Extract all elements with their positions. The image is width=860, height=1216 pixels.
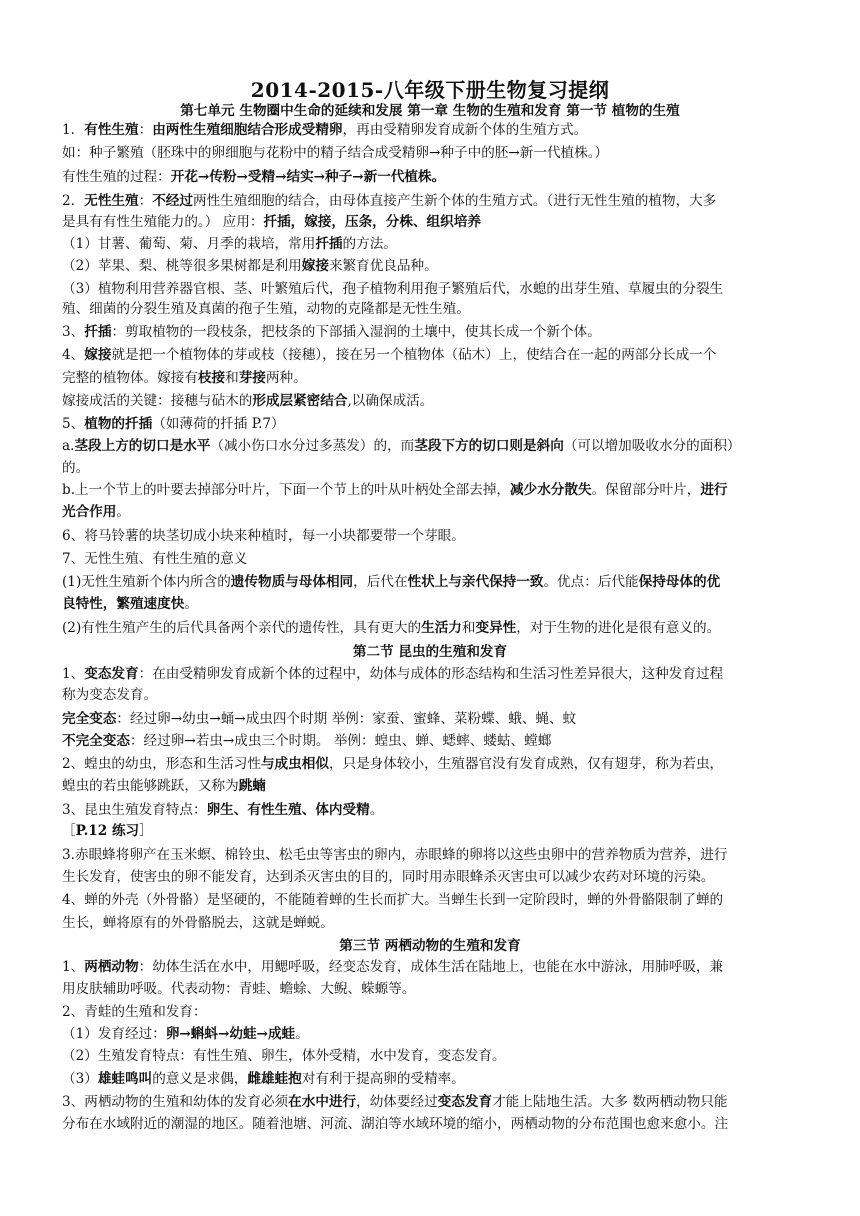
- text-run: 用皮肤辅助呼吸。代表动物：青蛙、蟾蜍、大鲵、蝾螈等。: [62, 981, 416, 997]
- bold-text: 雄蛙鸣叫: [97, 1071, 153, 1087]
- text-run: （3）植物利用营养器官根、茎、叶繁殖后代，孢子植物利用孢子繁殖后代，水螅的出芽生殖、草履虫的分裂生: [62, 281, 724, 297]
- document-title: 2014-2015-八年级下册生物复习提纲: [250, 78, 610, 102]
- text-run: 和: [225, 370, 239, 386]
- text-run: 有性生殖的过程：: [62, 169, 171, 185]
- bold-text: 变态发育: [84, 666, 139, 682]
- text-line: [62, 235, 802, 253]
- text-line: [62, 595, 802, 613]
- text-run: 2．: [62, 193, 85, 209]
- text-run: 殖、细菌的分裂生殖及真菌的孢子生殖，动物的克隆都是无性生殖。: [62, 301, 470, 317]
- text-line: [62, 346, 802, 364]
- text-run: 。: [369, 802, 384, 818]
- text-run: ，后代在: [353, 574, 408, 590]
- text-run: 如：种子繁殖（胚珠中的卵细胞与花粉中的精子结合成受精卵→种子中的胚→新一代植株。）: [62, 145, 609, 161]
- text-run: ,以确保成活。: [347, 393, 434, 409]
- text-run: 是具有有性生殖能力的。） 应用：: [62, 214, 264, 230]
- text-run: ，再由受精卵发育成新个体的生殖方式。: [342, 122, 588, 138]
- text-run: ：经过卵→幼虫→蛹→成虫四个时期 举例：家蚕、蜜蜂、菜粉蝶、蛾、蝇、蚊: [116, 711, 577, 727]
- text-run: 。: [116, 504, 130, 520]
- text-line: [62, 144, 802, 162]
- text-line: [62, 958, 802, 976]
- bold-text: 无性生殖: [84, 193, 139, 209]
- text-run: ：经过卵→若虫→成虫三个时期。 举例：蝗虫、蝉、蟋蟀、蝼蛄、螳螂: [129, 733, 552, 749]
- text-run: 2、青蛙的生殖和发育：: [62, 1004, 207, 1020]
- text-run: 的方法。: [342, 236, 397, 252]
- bold-text: 遗传物质与母体相同: [230, 574, 354, 590]
- bold-text: 茎段上方的切口是水平: [74, 438, 211, 454]
- bold-text: 由两性生殖细胞结合形成受精卵: [152, 122, 343, 138]
- bold-text: 扦插: [315, 236, 343, 252]
- bold-text: 开花→传粉→受精→结实→种子→新一代植株。: [170, 169, 446, 185]
- text-run: 3、两栖动物的生殖和幼体的发育必须: [62, 1094, 289, 1110]
- text-run: ：剪取植物的一段枝条，把枝条的下部插入湿润的土壤中，使其长成一个新个体。: [111, 324, 601, 340]
- text-line: [62, 415, 802, 433]
- text-line: [62, 755, 802, 773]
- text-run: 3.赤眼蜂将卵产在玉米螟、棉铃虫、松毛虫等害虫的卵内，赤眼蜂的卵将以这些虫卵中的营养物质为营养，进行: [62, 847, 728, 863]
- bold-text: 性状上与亲代保持一致: [407, 574, 544, 590]
- text-run: ［: [62, 823, 76, 839]
- bold-text: 跳蝻: [238, 778, 266, 794]
- text-run: ：幼体生活在水中，用鳃呼吸，经变态发育，成体生活在陆地上，也能在水中游泳，用肺呼吸，兼: [138, 959, 724, 975]
- bold-text: 与成虫相似: [260, 756, 329, 772]
- bold-text: 茎段下方的切口则是斜向: [414, 438, 564, 454]
- text-line: [62, 503, 802, 521]
- text-run: 完整的植物体。嫁接有: [62, 370, 198, 386]
- text-run: (2)有性生殖产生的后代具备两个亲代的遗传性，具有更大的: [62, 620, 422, 636]
- bold-text: P.12 练习: [75, 823, 140, 839]
- text-line: [62, 192, 802, 210]
- bold-text: 嫁接: [301, 258, 329, 274]
- bold-text: 保持母体的优: [638, 574, 721, 590]
- bold-text: 枝接: [197, 370, 226, 386]
- text-run: （2）生殖发育特点：有性生殖、卵生，体外受精，水中发育，变态发育。: [62, 1048, 506, 1064]
- text-line: [62, 550, 802, 568]
- text-run: 生长发育，使害虫的卵不能发育，达到杀灭害虫的目的，同时用赤眼蜂杀灭害虫可以减少农药对环境的污染。: [62, 869, 715, 885]
- text-run: 1．: [62, 122, 85, 138]
- text-run: （3）: [62, 1071, 98, 1087]
- text-run: (1)无性生殖新个体内所含的: [62, 574, 231, 590]
- text-line: [62, 1115, 802, 1133]
- text-run: a.: [62, 438, 75, 454]
- bold-text: 变态发育: [437, 1094, 493, 1110]
- text-run: 。优点：后代能: [543, 574, 639, 590]
- text-line: [62, 257, 802, 275]
- text-run: 。: [295, 1026, 309, 1042]
- text-line: [62, 686, 802, 704]
- text-run: b.上一个节上的叶要去掉部分叶片，下面一个节上的叶从叶柄处全部去掉，: [62, 482, 511, 498]
- text-line: [62, 1093, 802, 1111]
- text-run: ，对于生物的进化是很有意义的。: [516, 620, 721, 636]
- bold-text: 扦插，嫁接，压条，分株、组织培养: [263, 214, 481, 230]
- bold-text: 两栖动物: [84, 959, 139, 975]
- text-line: [62, 1003, 802, 1021]
- text-line: [62, 1070, 802, 1088]
- bold-text: 植物的扦插: [84, 416, 153, 432]
- text-line: [62, 300, 802, 318]
- text-run: （减小伤口水分过多蒸发）的，而: [210, 438, 415, 454]
- text-run: 蝗虫的若虫能够跳跃，又称为: [62, 778, 239, 794]
- text-line: [62, 846, 802, 864]
- text-run: 两性生殖细胞的结合，由母体直接产生新个体的生殖方式。（进行无性生殖的植物，大多: [193, 193, 717, 209]
- text-run: 3、: [62, 324, 85, 340]
- text-run: 两种。: [265, 370, 307, 386]
- text-line: [62, 168, 802, 186]
- bold-text: 第三节 两栖动物的生殖和发育: [339, 938, 521, 954]
- text-run: 的。: [62, 460, 90, 476]
- text-line: [62, 573, 802, 591]
- text-line: [62, 822, 802, 840]
- text-run: 2、蝗虫的幼虫，形态和生活习性: [62, 756, 261, 772]
- text-run: 5、: [62, 416, 85, 432]
- text-run: 生长，蝉将原有的外骨骼脱去，这就是蝉蜕。: [62, 915, 334, 931]
- section-heading: [0, 643, 860, 661]
- bold-text: 第二节 昆虫的生殖和发育: [352, 644, 508, 660]
- text-line: [62, 1025, 802, 1043]
- bold-text: 减少水分散失: [510, 482, 592, 498]
- section-heading: [0, 937, 860, 955]
- text-run: 的意义是求偶，: [152, 1071, 248, 1087]
- text-line: [62, 710, 802, 728]
- text-line: [62, 665, 802, 683]
- text-run: 。: [184, 596, 198, 612]
- text-line: [62, 459, 802, 477]
- text-run: 称为变态发育。: [62, 687, 158, 703]
- bold-text: 扦插: [84, 324, 112, 340]
- bold-text: 卵生、有性生殖、体内受精: [206, 802, 370, 818]
- text-line: [62, 801, 802, 819]
- bold-text: 变异性: [475, 620, 517, 636]
- text-run: （1）甘薯、葡萄、菊、月季的栽培，常用: [62, 236, 316, 252]
- text-run: ，只是身体较小，生殖器官没有发育成熟，仅有翅芽，称为若虫，: [328, 756, 724, 772]
- text-run: 1、: [62, 959, 85, 975]
- text-run: 3、昆虫生殖发育特点：: [62, 802, 207, 818]
- text-line: [62, 213, 802, 231]
- text-run: （2）苹果、梨、桃等很多果树都是利用: [62, 258, 302, 274]
- bold-text: 光合作用: [62, 504, 117, 520]
- text-run: 6、将马铃薯的块茎切成小块来种植时，每一小块都要带一个芽眼。: [62, 528, 465, 544]
- text-line: [62, 868, 802, 886]
- text-run: 来繁育优良品种。: [328, 258, 438, 274]
- text-run: （1）发育经过：: [62, 1026, 166, 1042]
- text-line: [62, 527, 802, 545]
- bold-text: 卵→蝌蚪→幼蛙→成蛙: [165, 1026, 296, 1042]
- bold-text: 有性生殖: [84, 122, 139, 138]
- bold-text: 不完全变态: [62, 733, 130, 749]
- text-run: ：: [138, 193, 153, 209]
- text-run: ：在由受精卵发育成新个体的过程中，幼体与成体的形态结构和生活习性差异很大，这种发育过程: [138, 666, 724, 682]
- bold-text: 良特性，繁殖速度快: [62, 596, 185, 612]
- text-run: 和: [461, 620, 476, 636]
- text-line: [62, 121, 802, 139]
- text-run: 分布在水域附近的潮湿的地区。随着池塘、河流、湖泊等水域环境的缩小，两栖动物的分布范围也愈来愈小。注: [62, 1116, 729, 1132]
- text-line: [62, 619, 802, 637]
- text-line: [62, 891, 802, 909]
- bold-text: 芽接: [238, 370, 266, 386]
- text-line: [62, 481, 802, 499]
- bold-text: 在水中进行: [288, 1094, 357, 1110]
- text-run: 。保留部分叶片，: [591, 482, 701, 498]
- text-run: ］: [139, 823, 153, 839]
- text-run: 对有利于提高卵的受精率。: [301, 1071, 465, 1087]
- text-run: ，幼体要经过: [356, 1094, 438, 1110]
- text-run: 就是把一个植物体的芽或枝（接穗），接在另一个植物体（砧木）上，使结合在一起的两部分长成一个: [111, 347, 717, 363]
- text-run: （如薄荷的扦插 P.7）: [152, 416, 285, 432]
- text-run: 才能上陆地生活。大多 数两栖动物只能: [492, 1094, 728, 1110]
- bold-text: 生活力: [421, 620, 462, 636]
- bold-text: 形成层紧密结合: [252, 393, 348, 409]
- text-line: [62, 437, 802, 455]
- text-line: [62, 392, 802, 410]
- text-run: 1、: [62, 666, 85, 682]
- text-line: [62, 323, 802, 341]
- text-run: 嫁接成活的关键：接穗与砧木的: [62, 393, 253, 409]
- text-line: [62, 280, 802, 298]
- bold-text: 进行: [700, 482, 728, 498]
- text-run: 4、: [62, 347, 85, 363]
- bold-text: 不经过: [152, 193, 193, 209]
- text-run: 7、无性生殖、有性生殖的意义: [62, 551, 248, 567]
- section-heading: [0, 102, 860, 120]
- text-line: [62, 732, 802, 750]
- bold-text: 第七单元 生物圈中生命的延续和发展 第一章 生物的生殖和发育 第一节 植物的生殖: [180, 103, 680, 119]
- bold-text: 完全变态: [62, 711, 117, 727]
- text-line: [62, 914, 802, 932]
- text-run: ：: [138, 122, 153, 138]
- text-line: [62, 369, 802, 387]
- text-line: [62, 1047, 802, 1065]
- bold-text: 嫁接: [84, 347, 112, 363]
- text-line: [62, 980, 802, 998]
- text-run: 4、蝉的外壳（外骨骼）是坚硬的，不能随着蝉的生长而扩大。当蝉生长到一定阶段时，蝉的外骨骼限制了蝉的: [62, 892, 724, 908]
- text-run: （可以增加吸收水分的面积）: [563, 438, 741, 454]
- text-line: [62, 777, 802, 795]
- bold-text: 雌雄蛙抱: [247, 1071, 302, 1087]
